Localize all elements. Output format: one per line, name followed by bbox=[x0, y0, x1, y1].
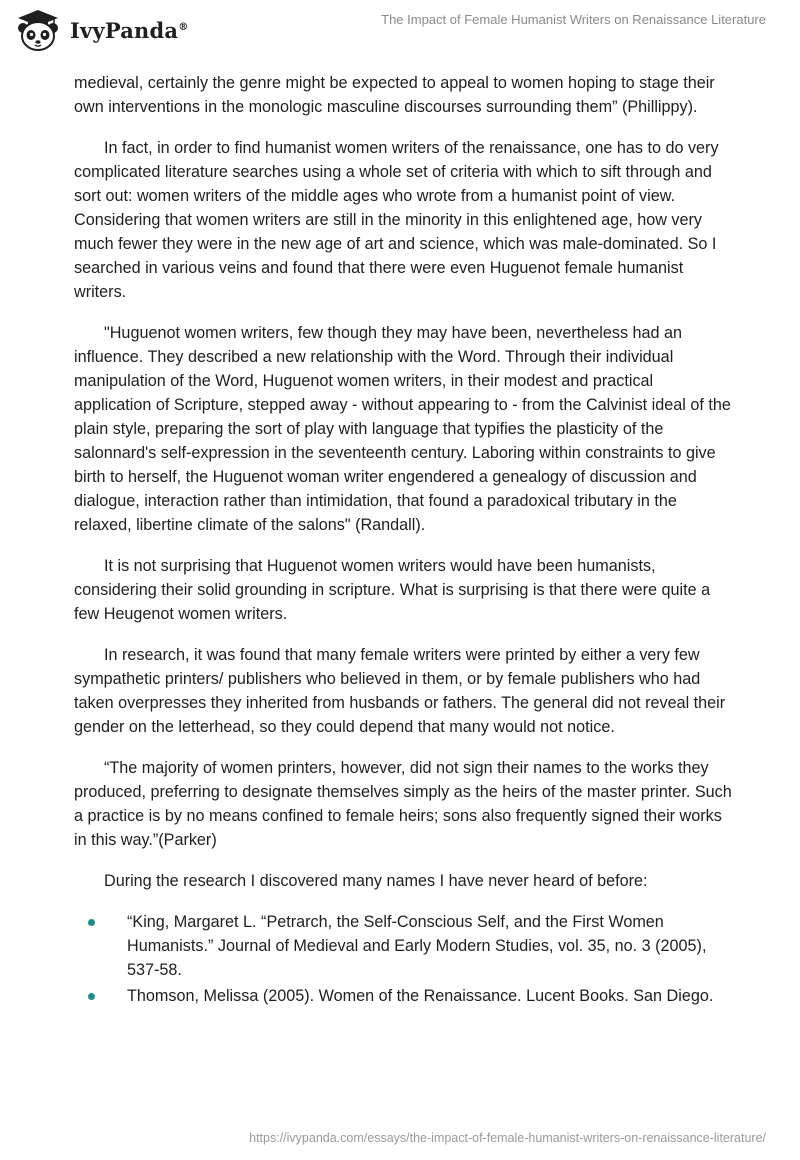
paragraph: “The majority of women printers, however, did not sign their names to the works they produced, preferring to designate themselves simply as the heirs of the master printer. Such a practice is by no means confined to female heirs; sons also frequently signed their works in this way.”(Parker) bbox=[74, 759, 732, 849]
citation-text: Thomson, Melissa (2005). Women of the Renaissance. Lucent Books. San Diego. bbox=[127, 987, 714, 1005]
paragraph: "Huguenot women writers, few though they may have been, nevertheless had an influence. They described a new relationship with the Word. Through their individual manipulation of the Word, Huguenot women writers, in their modest and practical application of Scripture, stepped away - without appearing to - from the Calvinist ideal of the plain style, preparing the sort of play with language that typifies the plasticity of the salonnard's self-expression in the seventeenth century. Laboring within constraints to give birth to herself, the Huguenot woman writer engendered a genealogy of discussion and dialogue, interaction rather than intimidation, that found a paradoxical tributary in the relaxed, libertine climate of the salons" (Randall). bbox=[74, 324, 731, 534]
paragraph: It is not surprising that Huguenot women writers would have been humanists, considering their solid grounding in scripture. What is surprising is that there were quite a few Heugenot women writers. bbox=[74, 557, 711, 623]
essay-body bbox=[74, 71, 734, 1010]
registered-mark: ® bbox=[178, 21, 189, 33]
ivypanda-logo[interactable] bbox=[14, 8, 188, 52]
list-item bbox=[74, 910, 734, 982]
bibliography-list bbox=[74, 910, 734, 1008]
brand-name: IvyPanda® bbox=[70, 17, 189, 43]
document-title: The Impact of Female Humanist Writers on Renaissance Literature bbox=[381, 12, 766, 27]
paragraph: In research, it was found that many female writers were printed by either a very few sympathetic printers/ publishers who believed in them, or by female publishers who had taken overpresses they inherited from husbands or fathers. The general did not reveal their gender on the letterhead, so they could depend that many would not notice. bbox=[74, 646, 726, 736]
page-header bbox=[0, 0, 800, 60]
paragraph: medieval, certainly the genre might be expected to appeal to women hoping to stage their own interventions in the monologic masculine discourses surrounding them” (Phillippy). bbox=[74, 74, 715, 116]
bullet-icon bbox=[88, 993, 95, 1000]
panda-graduate-icon bbox=[14, 8, 62, 52]
bullet-icon bbox=[88, 919, 95, 926]
source-url-link[interactable]: https://ivypanda.com/essays/the-impact-of-female-humanist-writers-on-renaissance-literature/ bbox=[249, 1131, 766, 1145]
list-item bbox=[74, 984, 734, 1008]
paragraph: In fact, in order to find humanist women writers of the renaissance, one has to do very complicated literature searches using a whole set of criteria with which to sift through and sort out: women writers of the middle ages who wrote from a humanist point of view. Considering that women writers are still in the minority in this enlightened age, how very much fewer they were in the new age of art and science, which was male-dominated. So I searched in various veins and found that there were even Huguenot female humanist writers. bbox=[74, 139, 719, 301]
paragraph: During the research I discovered many names I have never heard of before: bbox=[104, 872, 648, 890]
citation-text: “King, Margaret L. “Petrarch, the Self-Conscious Self, and the First Women Humanists.” Journal of Medieval and Early Modern Studies, vol. 35, no. 3 (2005), 537-58. bbox=[127, 913, 707, 979]
